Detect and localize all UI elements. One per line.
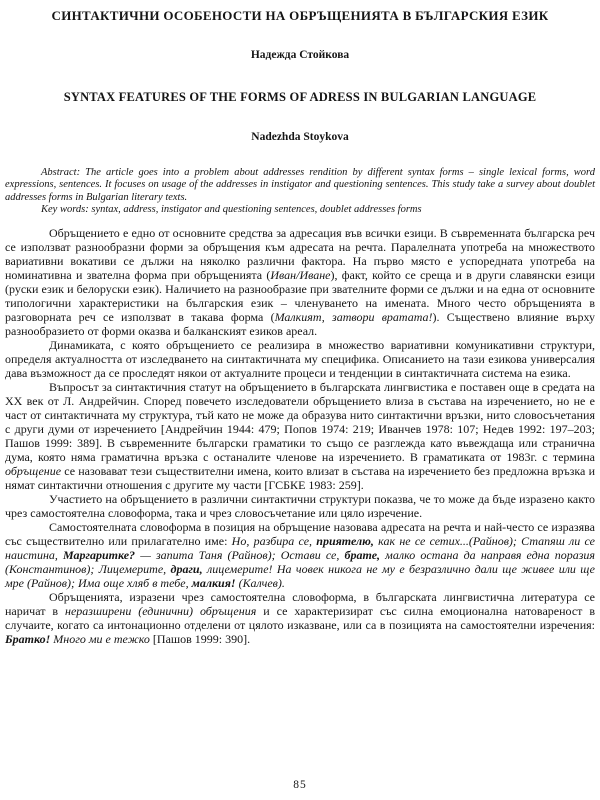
body-paragraph: Въпросът за синтактичния статут на обръщението в българската лингвистика е поставен още в средата на ХХ век от Л. Андрейчин. Според повечето изследователи обръщението влиза в състава на изречението, но не е част от синтактичната му структура, тъй като не може да образува нито синтактични връзки, нито словосъчетания с други думи от изречението [Андрейчин 1944: 479; Попов 1974: 219; Иванчев 1978: 107; Недев 1992: 197–203; Пашов 1999: 389]. В съвременните български граматики то също се разглежда като въвеждаща или странична дума, която няма граматична връзка с останалите членове на изречението. В граматиката от 1983г. с термина обръщение се назовават тези съществителни имена, които влизат в състава на изречението без предложна връзка и нямат синтактични отношения с другите му части [ГСБКЕ 1983: 259]. <box>5 379 595 492</box>
body-paragraph: Динамиката, с която обръщението се реализира в множество вариативни комуникативни структури, определя актуалността от изследването на синтактичната му специфика. Описанието на тази езикова универсалия дава възможност да се проследят някои от актуалните процеси и тенденции в синтактичната система на езика. <box>5 337 595 380</box>
body-paragraph: Обръщенията, изразени чрез самостоятелна словоформа, в българската лингвистична литература се наричат в неразширени (единични) обръщения и се характеризират със силна емоционална натовареност в случаите, когато са интонационно отделени от цялото изказване, или са в позицията на самостоятелни изречения: Братко! Много ми е тежко [Пашов 1999: 390]. <box>5 589 596 646</box>
abstract-section <box>5 167 595 217</box>
abstract-paragraph: Key words: syntax, address, instigator and questioning sentences, doublet addresses forms <box>41 204 422 216</box>
page-title: СИНТАКТИЧНИ ОСОБЕНОСТИ НА ОБРЪЩЕНИЯТА В БЪЛГАРСКИЯ ЕЗИК <box>51 8 549 23</box>
body-paragraph: Обръщението е едно от основните средства за адресация във всички езици. В съвременната българска реч се използват разнообразни форми за обръщения към адресата на речта. Паралелната употреба на множеството вариативни вокативи се дължи на няколко различни фактора. На първо място е успоредната употреба на номинативна и звателна форма при обръщенията (Иван/Иване), факт, който се среща и в други славянски езици (руски език и белоруски език). Наличието на разнообразие при звателните форми се дължи и на една от основните типологични характеристики на българския език – членуването на имената. Много често обръщенията в разговорната реч се използват в такава форма (Малкият, затвори вратата!). Съществено влияние върху разнообразието от форми оказва и балканският езиков ареал. <box>5 225 595 338</box>
body-paragraph: Самостоятелната словоформа в позиция на обръщение назовава адресата на речта и най-често се изразява със съществително или прилагателно име: Но, разбира се, приятелю, как не се сетих...(Райнов); Стапяш ли се наистина, Маргаритке? — запита Таня (Райнов); Остави се, брате, малко остана да направя една поразия (Константинов); Лицемерите, драги, лицемерите! На човек никога не му е безразлично дали ще живее или ще мре (Райнов); Има още хляб в тебе, малкия! (Калчев). <box>5 519 595 590</box>
page-number: 85 <box>293 779 307 791</box>
abstract-paragraph: Abstract: The article goes into a problem about addresses rendition by different syntax forms – single lexical forms, word expressions, sentences. It focuses on usage of the addresses in instigator and questioning sentences. This study take a survey about doublet addresses forms in Bulgarian literary texts. <box>5 167 595 203</box>
author-name-bulgarian: Надежда Стойкова <box>250 49 350 61</box>
page-title-english: SYNTAX FEATURES OF THE FORMS OF ADRESS IN BULGARIAN LANGUAGE <box>63 90 537 104</box>
author-name-english: Nadezhda Stoykova <box>251 131 349 143</box>
article-body <box>5 226 595 646</box>
body-paragraph: Участието на обръщението в различни синтактични структури показва, че то може да бъде изразено както чрез самостоятелна словоформа, така и чрез словосъчетание или цяло изречение. <box>5 491 595 520</box>
